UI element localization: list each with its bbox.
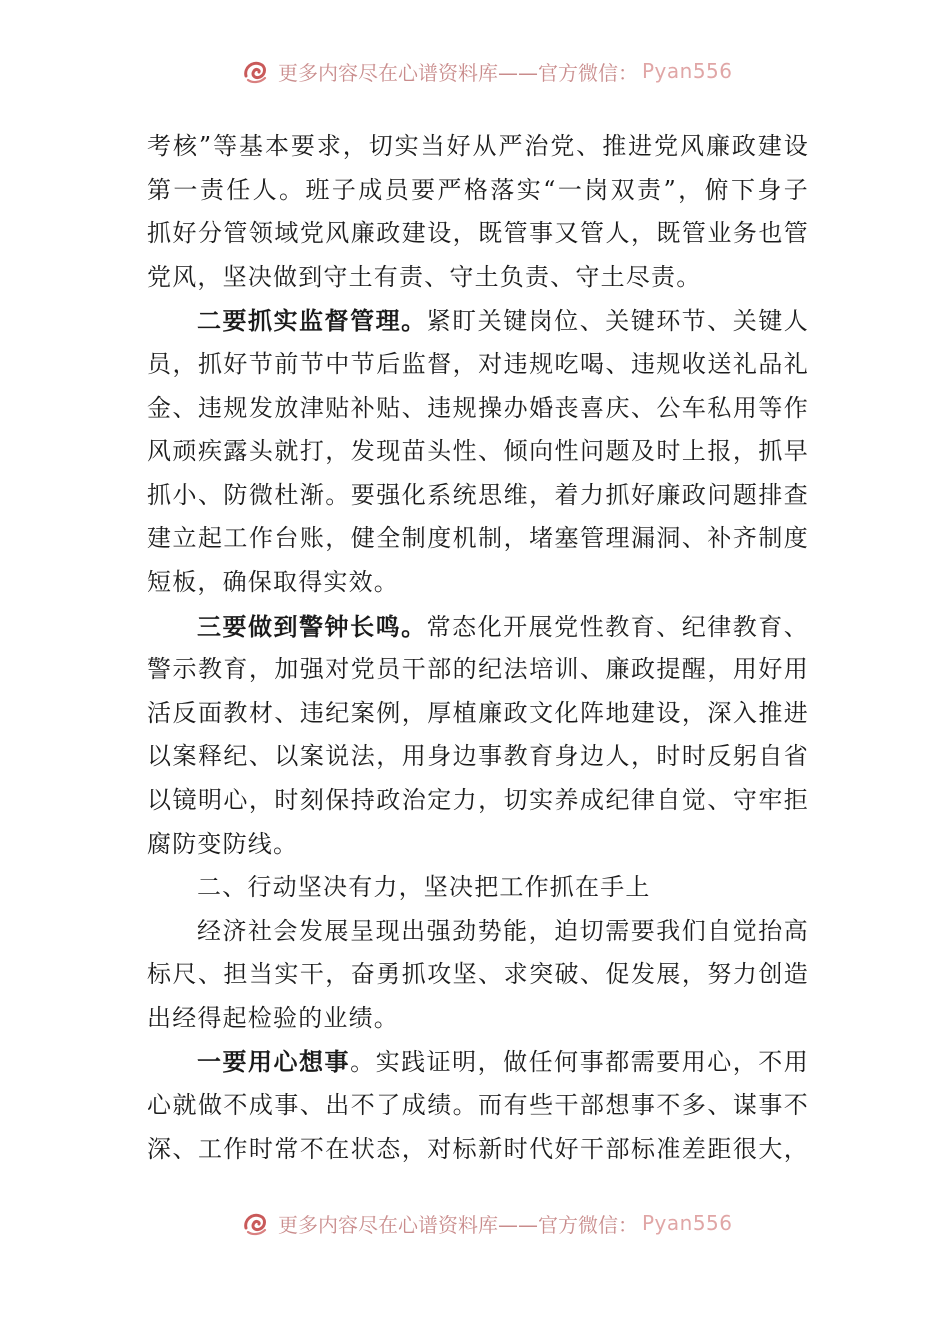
swirl-logo-icon	[240, 56, 270, 86]
header-watermark	[240, 56, 733, 86]
body-line: 腐防变防线。	[147, 829, 299, 858]
body-line: 风顽疾露头就打，发现苗头性、倾向性问题及时上报，抓早	[147, 437, 809, 466]
line-rest: 紧盯关键岗位、关键环节、关键人	[426, 307, 809, 336]
body-line-with-lead	[147, 605, 809, 649]
body-line: 以镜明心，时刻保持政治定力，切实养成纪律自觉、守牢拒	[147, 785, 809, 814]
lead-heading: 三要做到警钟长鸣。	[197, 611, 427, 641]
body-line: 警示教育，加强对党员干部的纪法培训、廉政提醒，用好用	[147, 655, 809, 684]
section-heading: 二、行动坚决有力，坚决把工作抓在手上	[197, 873, 651, 902]
body-line: 考核”等基本要求，切实当好从严治党、推进党风廉政建设	[147, 132, 809, 160]
body-line: 标尺、担当实干，奋勇抓攻坚、求突破、促发展，努力创造	[147, 960, 809, 989]
body-line: 心就做不成事、出不了成绩。而有些干部想事不多、谋事不	[147, 1091, 809, 1120]
body-line: 金、违规发放津贴补贴、违规操办婚丧喜庆、公车私用等作	[147, 393, 809, 422]
body-line: 活反面教材、违纪案例，厚植廉政文化阵地建设，深入推进	[147, 698, 809, 727]
line-rest: 常态化开展党性教育、纪律教育、	[426, 612, 809, 641]
watermark-wechat-id: Pyan556	[642, 59, 733, 83]
watermark-wechat-id: Pyan556	[642, 1211, 733, 1235]
body-line: 员，抓好节前节中节后监督，对违规吃喝、违规收送礼品礼	[147, 349, 809, 378]
body-line: 建立起工作台账，健全制度机制，堵塞管理漏洞、补齐制度	[147, 524, 809, 553]
document-body	[147, 125, 809, 1171]
watermark-text: 更多内容尽在心谱资料库——官方微信：	[278, 1212, 638, 1237]
lead-heading: 二要抓实监督管理。	[197, 306, 427, 336]
body-line: 经济社会发展呈现出强劲势能，迫切需要我们自觉抬高	[197, 916, 809, 945]
line-rest: 。实践证明，做任何事都需要用心，不用	[350, 1048, 809, 1077]
body-line: 抓小、防微杜渐。要强化系统思维，着力抓好廉政问题排查	[147, 480, 809, 509]
body-line-with-lead	[147, 299, 809, 343]
body-line: 党风，坚决做到守土有责、守土负责、守土尽责。	[147, 262, 702, 291]
body-line: 短板，确保取得实效。	[147, 567, 399, 596]
body-line: 抓好分管领域党风廉政建设，既管事又管人，既管业务也管	[147, 219, 809, 248]
body-line: 第一责任人。班子成员要严格落实“一岗双责”，俯下身子	[147, 175, 809, 204]
body-line-with-lead	[147, 1040, 809, 1084]
body-line: 深、工作时常不在状态，对标新时代好干部标准差距很大，	[147, 1134, 809, 1163]
body-line: 以案释纪、以案说法，用身边事教育身边人，时时反躬自省	[147, 742, 809, 771]
footer-watermark	[240, 1208, 733, 1238]
lead-heading: 一要用心想事	[197, 1047, 351, 1077]
body-line: 出经得起检验的业绩。	[147, 1003, 399, 1032]
watermark-text: 更多内容尽在心谱资料库——官方微信：	[278, 60, 638, 85]
swirl-logo-icon	[240, 1208, 270, 1238]
